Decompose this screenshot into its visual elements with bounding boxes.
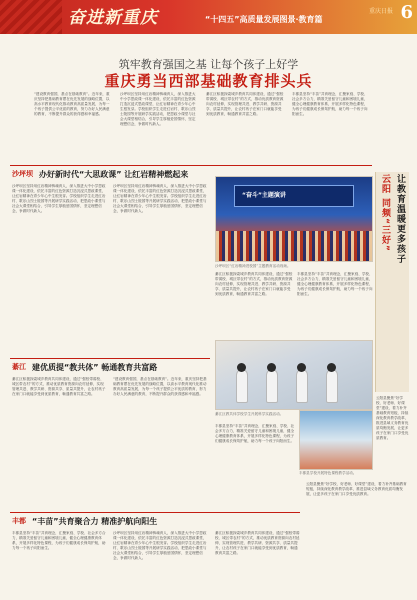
- photo-student-head: [267, 363, 276, 372]
- intro-column-4: 丰都县坚持“丰苗”共育理念，汇聚家庭、学校、社会多方合力，精准关爱留守儿童和困境儿童，健全心理健康教育体系，开展多样化特色课程，为孩子们健康成长保驾护航，助力每一个孩子向阳而生。: [292, 92, 368, 116]
- photo-caption-2: 綦江区教共体学校学生开展科学实践活动。: [215, 412, 284, 416]
- section-tag: 沙坪坝: [12, 170, 33, 178]
- section-2-column-1: 綦江区积极探索城乡教育共同体建设，通过“强校带弱校、城区带农村”的方式，推动优质教育资源向农村延伸，实现管理共进、教学共研、资源共享、质量共提升，让农村孩子在家门口就能享受到优质教育，畅通教育共富之路。: [12, 377, 106, 396]
- sidebar-box: [375, 172, 409, 392]
- section-rule-3: [10, 512, 300, 513]
- banner-logo: 奋进新重庆: [68, 8, 158, 28]
- photo-student-head: [297, 363, 306, 372]
- photo-student-figure: [326, 369, 338, 403]
- article-kicker: 筑牢教育强国之基 让每个孩子上好学: [118, 58, 299, 71]
- section-title: “丰苗”共育聚合力 精准护航向阳生: [32, 516, 158, 526]
- photo-crowd: [216, 231, 372, 261]
- photo-students: [215, 340, 373, 410]
- section-tag: 綦江: [12, 363, 26, 371]
- section-header-2: [12, 360, 157, 374]
- section-1-column-4: 丰都县坚持“丰苗”共育理念，汇聚家庭、学校、社会多方合力，精准关爱留守儿童和困境儿童，健全心理健康教育体系，开展多样化特色课程，为孩子们健康成长保驾护航，助力每一个孩子向阳而生。: [297, 272, 373, 296]
- section-1-column-3: 綦江区积极探索城乡教育共同体建设，通过“强校带弱校、城区带农村”的方式，推动优质教育资源向农村延伸，实现管理共进、教学共研、资源共享、质量共提升，让农村孩子在家门口就能享受到优质教育，畅通教育共富之路。: [215, 272, 293, 296]
- page-banner: [0, 0, 417, 34]
- photo-class: [299, 410, 373, 470]
- section-tag: 丰都: [12, 517, 26, 525]
- section-3-column-2: 沙坪坝区坚持用红岩精神铸魂育人，深入推进大中小学思政课一体化建设，依托丰富的红色资源打造沉浸式思政课堂，让红岩精神在青少年心中生根发芽。学校组织学生走进红岩村、歌乐山烈士陵园等开展研学实践活动，把思政小课堂与社会大课堂相结合，引导学生厚植爱国情怀，坚定理想信念，争做时代新人。: [113, 531, 207, 560]
- sidebar-story-text: 云阳县聚焦“好学校、好老师、好课堂”建设，着力补齐基础教育短板，持续深化教育教学改革，推进县域义务教育优质均衡发展，让更多孩子在家门口享受优质教育。: [306, 482, 407, 496]
- photo-student-head: [237, 363, 246, 372]
- section-title: 办好新时代“大思政课” 让红岩精神燃起来: [39, 169, 189, 179]
- section-1-column-1: 沙坪坝区坚持用红岩精神铸魂育人，深入推进大中小学思政课一体化建设，依托丰富的红色资源打造沉浸式思政课堂，让红岩精神在青少年心中生根发芽。学校组织学生走进红岩村、歌乐山烈士陵园等开展研学实践活动，把思政小课堂与社会大课堂相结合，引导学生厚植爱国情怀，坚定理想信念，争做时代新人。: [12, 184, 106, 213]
- intro-column-2: 沙坪坝区坚持用红岩精神铸魂育人，深入推进大中小学思政课一体化建设，依托丰富的红色资源打造沉浸式思政课堂，让红岩精神在青少年心中生根发芽。学校组织学生走进红岩村、歌乐山烈士陵园等开展研学实践活动，把思政小课堂与社会大课堂相结合，引导学生厚植爱国情怀，坚定理想信念，争做时代新人。: [120, 92, 196, 126]
- intro-column-1: “建设教育强国，基点在基础教育”。近年来，重庆坚持把基础教育摆在优先发展的战略位置，以高水平教育现代化推动教育高质量发展，为每一个孩子提供公平优质的教育，努力办好人民满意的教育，不断提升群众的获得感和幸福感。: [34, 92, 110, 116]
- section-3-column-3: 綦江区积极探索城乡教育共同体建设，通过“强校带弱校、城区带农村”的方式，推动优质教育资源向农村延伸，实现管理共进、教学共研、资源共享、质量共提升，让农村孩子在家门口就能享受到优质教育，畅通教育共富之路。: [215, 531, 300, 555]
- page-number: 6: [400, 2, 413, 23]
- photo-student-figure: [266, 369, 278, 403]
- photo-caption-1: 沙坪坝区“红岩精神进校园”主题教育活动现场。: [215, 264, 291, 268]
- photo-student-figure: [296, 369, 308, 403]
- sidebar-subtitle: 让教育温暖更多孩子: [395, 174, 405, 264]
- sidebar-title: 云阳 同频“三好”: [380, 174, 390, 252]
- section-rule-2: [10, 358, 210, 359]
- paper-name: 重庆日报: [368, 8, 393, 15]
- photo-caption-3: 丰都县学校开展特色课程教学活动。: [299, 471, 357, 475]
- sidebar-story-text-top: 云阳县聚焦“好学校、好老师、好课堂”建设，着力补齐基础教育短板，持续深化教育教学改革，推进县域义务教育优质均衡发展，让更多孩子在家门口享受优质教育。: [376, 396, 409, 440]
- section-1-column-2: 沙坪坝区坚持用红岩精神铸魂育人，深入推进大中小学思政课一体化建设，依托丰富的红色资源打造沉浸式思政课堂，让红岩精神在青少年心中生根发芽。学校组织学生走进红岩村、歌乐山烈士陵园等开展研学实践活动，把思政小课堂与社会大课堂相结合，引导学生厚植爱国情怀，坚定理想信念，争做时代新人。: [113, 184, 207, 213]
- photo-stage-event: [215, 176, 373, 262]
- banner-subtitle: “十四五”高质量发展图景·教育篇: [205, 15, 323, 24]
- article-headline: 重庆勇当西部基础教育排头兵: [104, 72, 313, 90]
- section-rule-1: [10, 165, 372, 166]
- intro-column-3: 綦江区积极探索城乡教育共同体建设，通过“强校带弱校、城区带农村”的方式，推动优质教育资源向农村延伸，实现管理共进、教学共研、资源共享、质量共提升，让农村孩子在家门口就能享受到优质教育，畅通教育共富之路。: [206, 92, 284, 116]
- photo-student-head: [327, 363, 336, 372]
- section-header-3: [12, 514, 157, 528]
- section-title: 建优质提“教共体” 畅通教育共富路: [32, 362, 158, 372]
- photo-student-figure: [236, 369, 248, 403]
- photo-stage-text: “奋斗”主题演讲: [242, 192, 286, 199]
- section-2-column-3: 丰都县坚持“丰苗”共育理念，汇聚家庭、学校、社会多方合力，精准关爱留守儿童和困境儿童，健全心理健康教育体系，开展多样化特色课程，为孩子们健康成长保驾护航，助力每一个孩子向阳而生。: [215, 424, 295, 443]
- section-3-column-1: 丰都县坚持“丰苗”共育理念，汇聚家庭、学校、社会多方合力，精准关爱留守儿童和困境儿童，健全心理健康教育体系，开展多样化特色课程，为孩子们健康成长保驾护航，助力每一个孩子向阳而生。: [12, 531, 106, 550]
- section-2-column-2: “建设教育强国，基点在基础教育”。近年来，重庆坚持把基础教育摆在优先发展的战略位置，以高水平教育现代化推动教育高质量发展，为每一个孩子提供公平优质的教育，努力办好人民满意的教育，不断提升群众的获得感和幸福感。: [113, 377, 207, 396]
- banner-decoration: [0, 0, 62, 34]
- section-header-1: [12, 167, 188, 181]
